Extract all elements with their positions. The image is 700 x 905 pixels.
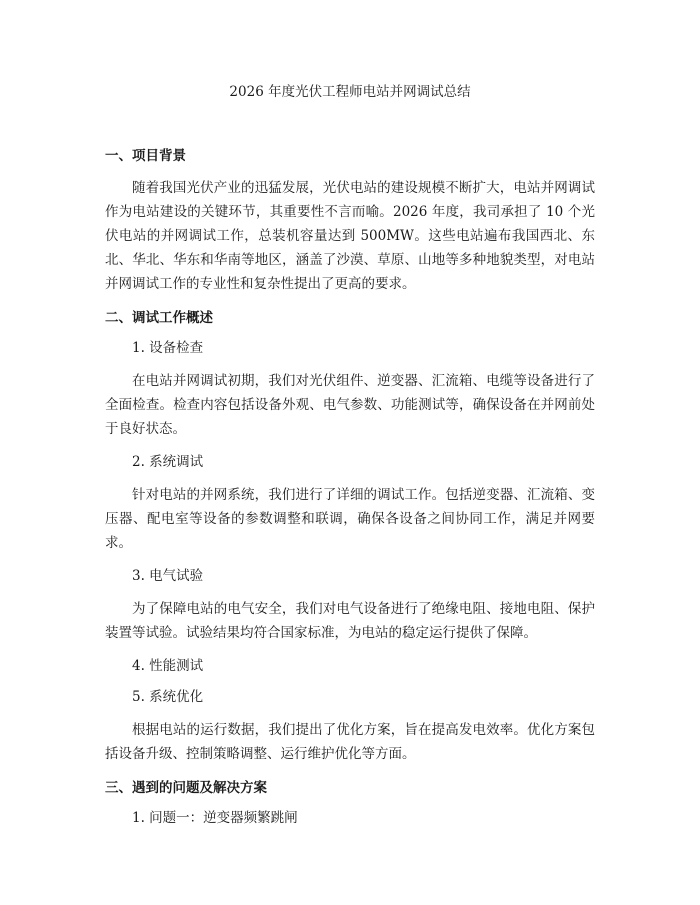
background-paragraph: 随着我国光伏产业的迅猛发展，光伏电站的建设规模不断扩大，电站并网调试作为电站建设的关键环节，其重要性不言而喻。2026 年度，我司承担了 10 个光伏电站的并网调试工作，总装机容量达到 500MW。这些电站遍布我国西北、东北、华北、华东和华南等地区，涵盖了沙漠、草原、山地等多种地貌类型，对电站并网调试工作的专业性和复杂性提出了更高的要求。 — [105, 180, 595, 292]
system-optimization-paragraph: 根据电站的运行数据，我们提出了优化方案，旨在提高发电效率。优化方案包括设备升级、控制策略调整、运行维护优化等方面。 — [105, 722, 595, 762]
section-heading-background: 一、项目背景 — [105, 148, 186, 164]
list-item-system-optimization: 5. 系统优化 — [132, 689, 204, 705]
system-debug-paragraph: 针对电站的并网系统，我们进行了详细的调试工作。包括逆变器、汇流箱、变压器、配电室等设备的参数调整和联调，确保各设备之间协同工作，满足并网要求。 — [105, 487, 595, 551]
list-item-problem-one: 1. 问题一：逆变器频繁跳闸 — [132, 810, 298, 826]
equipment-check-paragraph: 在电站并网调试初期，我们对光伏组件、逆变器、汇流箱、电缆等设备进行了全面检查。检查内容包括设备外观、电气参数、功能测试等，确保设备在并网前处于良好状态。 — [105, 373, 595, 437]
document-title: 2026 年度光伏工程师电站并网调试总结 — [229, 84, 471, 100]
list-item-equipment-check: 1. 设备检查 — [132, 340, 204, 356]
list-item-performance-test: 4. 性能测试 — [132, 658, 204, 674]
section-heading-problems: 三、遇到的问题及解决方案 — [105, 780, 267, 796]
section-heading-overview: 二、调试工作概述 — [105, 310, 213, 326]
list-item-electrical-test: 3. 电气试验 — [132, 568, 204, 584]
list-item-system-debug: 2. 系统调试 — [132, 454, 204, 470]
electrical-test-paragraph: 为了保障电站的电气安全，我们对电气设备进行了绝缘电阻、接地电阻、保护装置等试验。试验结果均符合国家标准，为电站的稳定运行提供了保障。 — [105, 601, 595, 641]
